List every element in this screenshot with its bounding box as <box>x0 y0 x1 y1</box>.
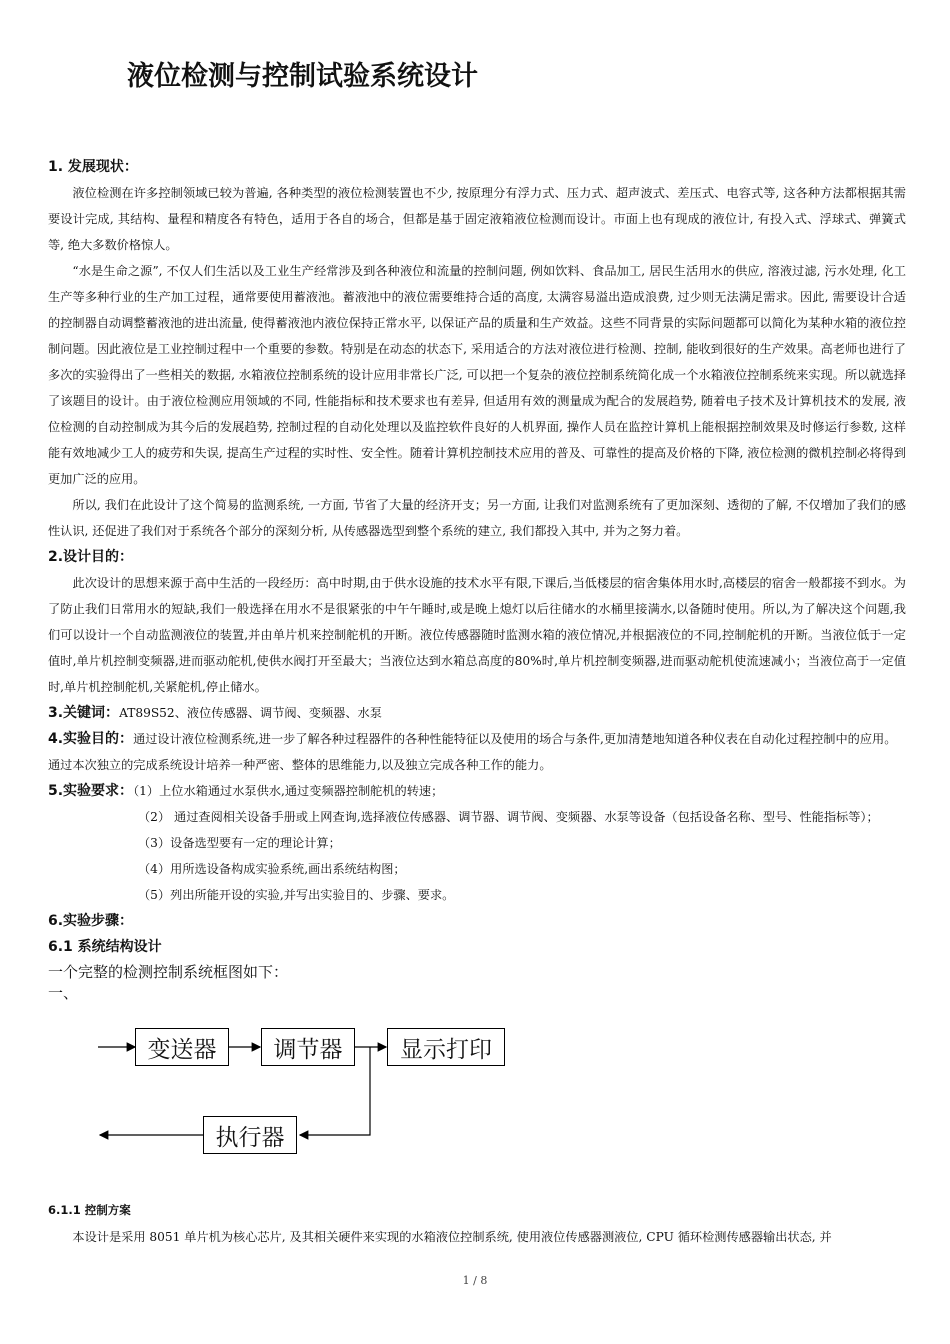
section-6-1-1-heading: 6.1.1 控制方案 <box>48 1203 131 1217</box>
controller-box: 调节器 <box>261 1028 355 1066</box>
requirement-item-3: （3）设备选型要有一定的理论计算； <box>138 836 341 850</box>
section-5 <box>48 778 906 804</box>
section-6-1-heading: 6.1 系统结构设计 <box>48 939 162 955</box>
block-diagram <box>48 1012 568 1172</box>
page-title: 液位检测与控制试验系统设计 <box>127 61 478 92</box>
diagram-number: 一、 <box>48 984 79 1002</box>
section-1-paragraph-1: 液位检测在许多控制领域已较为普遍, 各种类型的液位检测装置也不少, 按原理分有浮力式、压力式、超声波式、差压式、电容式等, 这各种方法都根据其需要设计完成, 其结构、量程和精度各有特色，适用于各自的场合，但都是基于固定液箱液位检测而设计。市面上也有现成的液位计, 有投入式、浮球式、弹簧式等, 绝大多数价格惊人。 <box>48 186 906 252</box>
section-3-label: 3.关键词： <box>48 705 120 721</box>
section-2-heading: 2.设计目的： <box>48 549 134 565</box>
section-2-paragraph: 此次设计的思想来源于高中生活的一段经历：高中时期,由于供水设施的技术水平有限,下课后,当低楼层的宿舍集体用水时,高楼层的宿舍一般都接不到水。为了防止我们日常用水的短缺,我们一般选择在用水不是很紧张的中午午睡时,或是晚上熄灯以后往储水的水桶里接满水,以备随时使用。所以,为了解决这个问题,我们可以设计一个自动监测液位的装置,并由单片机来控制舵机的开断。液位传感器随时监测水箱的液位情况,并根据液位的不同,控制舵机的开断。当液位低于一定值时,单片机控制变频器,进而驱动舵机,使供水阀打开至最大；当液位达到水箱总高度的80%时,单片机控制变频器,进而驱动舵机使流速减小；当液位高于一定值时,单片机控制舵机,关紧舵机,停止储水。 <box>48 576 906 694</box>
actuator-box: 执行器 <box>203 1116 297 1154</box>
section-3 <box>48 700 906 726</box>
section-4-label: 4.实验目的： <box>48 731 134 747</box>
transmitter-box: 变送器 <box>135 1028 229 1066</box>
section-6-1-1-paragraph: 本设计是采用 8051 单片机为核心芯片, 及其相关硬件来实现的水箱液位控制系统, 使用液位传感器测液位, CPU 循环检测传感器输出状态, 并 <box>72 1230 832 1244</box>
section-4 <box>48 726 906 778</box>
diagram-intro: 一个完整的检测控制系统框图如下： <box>48 963 289 981</box>
requirement-item-4: （4）用所选设备构成实验系统,画出系统结构图； <box>138 862 406 876</box>
display-print-box: 显示打印 <box>387 1028 505 1066</box>
document-body <box>48 154 906 1002</box>
section-1-paragraph-3: 所以, 我们在此设计了这个简易的监测系统, 一方面, 节省了大量的经济开支；另一方面, 让我们对监测系统有了更加深刻、透彻的了解, 不仅增加了我们的感性认识, 还促进了我们对于系统各个部分的深刻分析, 从传感器选型到整个系统的建立, 我们都投入其中, 并为之努力着。 <box>48 498 906 538</box>
page-number: 1 / 8 <box>462 1274 488 1287</box>
section-1-paragraph-2: “水是生命之源”, 不仅人们生活以及工业生产经常涉及到各种液位和流量的控制问题, 例如饮料、食品加工, 居民生活用水的供应, 溶液过滤, 污水处理, 化工生产等多种行业的生产加工过程，通常要使用蓄液池。蓄液池中的液位需要维持合适的高度, 太满容易溢出造成浪费, 过少则无法满足需求。因此, 需要设计合适的控制器自动调整蓄液池的进出流量, 使得蓄液池内液位保持正常水平, 以保证产品的质量和生产效益。这些不同背景的实际问题都可以简化为某种水箱的液位控制问题。因此液位是工业控制过程中一个重要的参数。特别是在动态的状态下, 采用适合的方法对液位进行检测、控制, 能收到很好的生产效果。高老师也进行了多次的实验得出了一些相关的数据, 水箱液位控制系统的设计应用非常长广泛, 可以把一个复杂的液位控制系统简化成一个水箱液位控制系统来实现。所以就选择了该题目的设计。由于液位检测应用领域的不同, 性能指标和技术要求也有差异, 但适用有效的测量成为配合的发展趋势, 随着电子技术及计算机技术的发展, 液位检测的自动控制成为其今后的发展趋势, 控制过程的自动化处理以及监控软件良好的人机界面, 操作人员在监控计算机上能根据控制效果及时修运行参数, 这样能有效地减少工人的疲劳和失误, 提高生产过程的实时性、安全性。随着计算机控制技术应用的普及、可靠性的提高及价格的下降, 液位检测的微机控制必将得到更加广泛的应用。 <box>48 264 906 486</box>
section-5-label: 5.实验要求： <box>48 783 134 799</box>
requirement-item-2: （2） 通过查阅相关设备手册或上网查询,选择液位传感器、调节器、调节阀、变频器、水泵等设备（包括设备名称、型号、性能指标等）； <box>138 810 879 824</box>
section-1-heading: 1. 发展现状： <box>48 159 138 175</box>
requirement-item-5: （5）列出所能开设的实验,并写出实验目的、步骤、要求。 <box>138 888 455 902</box>
section-4-text: 通过设计液位检测系统,进一步了解各种过程器件的各种性能特征以及使用的场合与条件,更加清楚地知道各种仪表在自动化过程控制中的应用。通过本次独立的完成系统设计培养一种严密、整体的思维能力,以及独立完成各种工作的能力。 <box>48 732 897 772</box>
keywords-text: AT89S52、液位传感器、调节阀、变频器、水泵 <box>119 706 382 720</box>
section-6-heading: 6.实验步骤： <box>48 913 134 929</box>
requirement-item-1: （1）上位水箱通过水泵供水,通过变频器控制舵机的转速； <box>133 784 444 798</box>
